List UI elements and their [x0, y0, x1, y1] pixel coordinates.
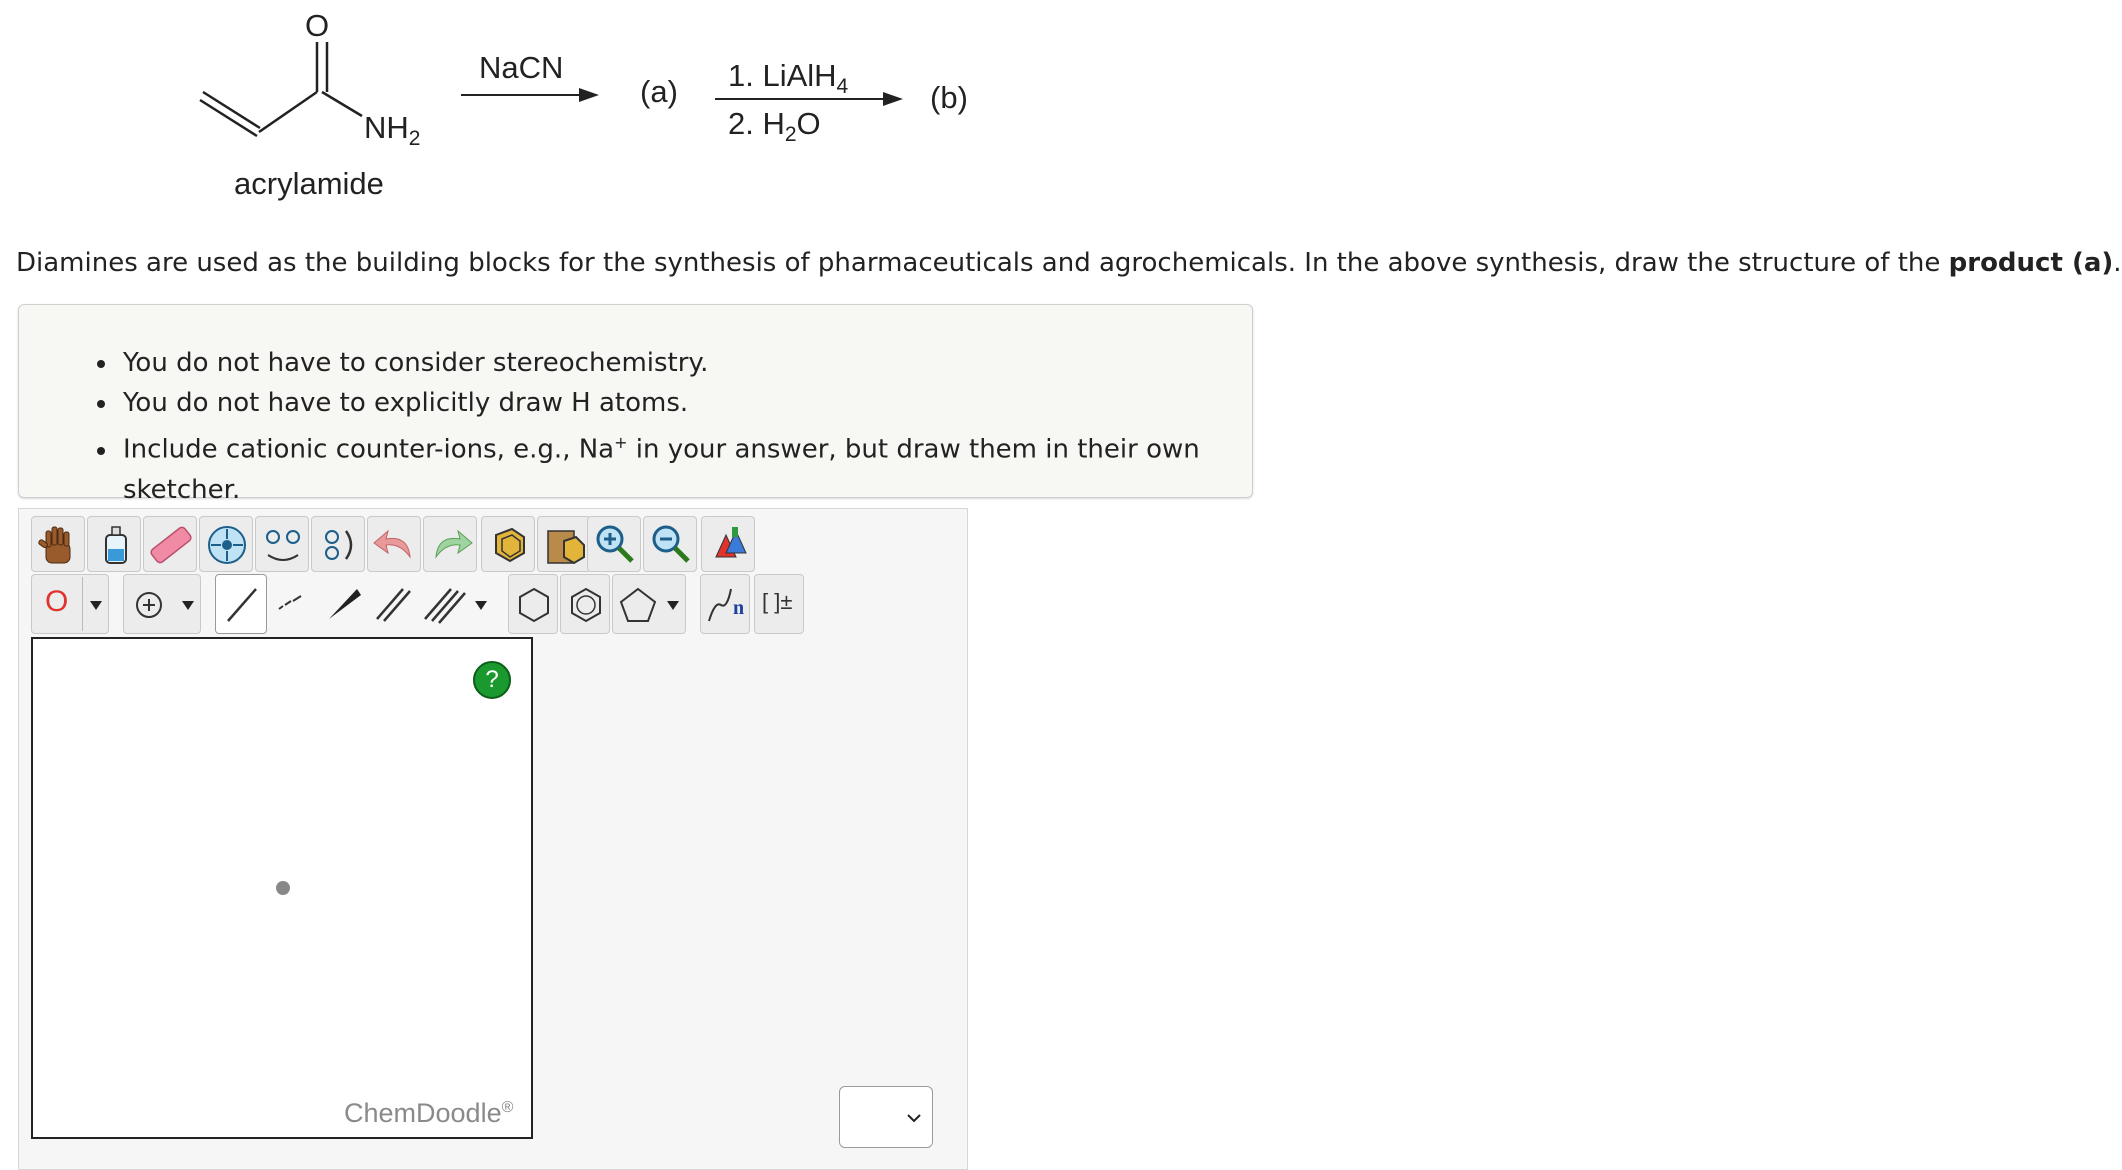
dashed-bond-button[interactable] [268, 574, 316, 634]
flip-button[interactable] [255, 516, 309, 572]
zoom-in-icon [588, 517, 642, 573]
brand-name: ChemDoodle [344, 1098, 502, 1128]
instruction-item: • You do not have to explicitly draw H atoms. [119, 383, 1252, 423]
single-bond-button[interactable] [215, 574, 267, 634]
question-end: . [2113, 248, 2122, 278]
triple-bond-button[interactable] [418, 574, 494, 634]
amide-bond [320, 90, 368, 120]
instructions-box [18, 304, 1253, 505]
copy-icon [482, 517, 536, 573]
divider [82, 577, 83, 631]
step1-subscript: 4 [836, 75, 849, 99]
reagent-step2 [728, 106, 821, 147]
plus-charge-icon [124, 575, 174, 635]
step2-text: 2. H [728, 106, 785, 141]
double-bond-icon [369, 575, 417, 635]
redo-icon [424, 517, 478, 573]
instruction-text: in your answer, but draw them in their own sketcher. [123, 434, 1200, 505]
cyclohexane-icon [509, 575, 559, 635]
paste-button[interactable] [537, 516, 591, 572]
question-bold: product (a) [1948, 248, 2114, 278]
brand-mark: ® [501, 1099, 514, 1116]
step2-subscript: 2 [784, 123, 797, 147]
bracket-button[interactable] [754, 574, 804, 634]
wedge-bond-button[interactable] [318, 574, 366, 634]
instruction-item: • You do not have to consider stereochemistry. [119, 343, 1252, 383]
clear-button[interactable] [87, 516, 141, 572]
reagent-nacn: NaCN [479, 50, 564, 85]
instructions-list [19, 343, 1252, 510]
chemdoodle-brand [344, 1098, 513, 1129]
benzene-icon [561, 575, 611, 635]
step2-suffix: O [796, 106, 821, 141]
sgroup-button[interactable] [700, 574, 750, 634]
single-bond-icon [216, 575, 268, 635]
carbonyl-oxygen-label: O [305, 8, 330, 43]
element-selector[interactable] [31, 574, 109, 634]
clean-button[interactable] [701, 516, 755, 572]
triple-bond-icon [419, 575, 469, 635]
product-a-label: (a) [640, 74, 678, 109]
amine-label [364, 110, 420, 151]
question-body: Diamines are used as the building blocks for the synthesis of pharmaceuticals and agrochemicals. In the above synthesis, draw the structure of the [16, 248, 1949, 278]
instruction-text: Include cationic counter-ions, e.g., Na [123, 434, 615, 465]
help-button[interactable]: ? [473, 661, 511, 699]
chevron-down-icon[interactable] [90, 601, 102, 610]
acrylamide-structure [195, 40, 325, 140]
copy-button[interactable] [481, 516, 535, 572]
canvas-atom-dot [276, 881, 290, 895]
amine-subscript: 2 [408, 127, 421, 151]
hand-icon [32, 517, 86, 573]
center-button[interactable] [199, 516, 253, 572]
center-icon [200, 517, 254, 573]
wedge-bond-icon [319, 575, 367, 635]
chevron-down-icon[interactable] [667, 601, 679, 610]
redo-button[interactable] [423, 516, 477, 572]
product-b-label: (b) [930, 80, 968, 115]
amine-group: NH [364, 110, 409, 145]
instruction-item [119, 423, 1252, 510]
answer-select[interactable] [839, 1086, 933, 1148]
zoom-out-icon [644, 517, 698, 573]
chevron-down-icon [840, 1087, 934, 1149]
cyclopentane-button[interactable] [612, 574, 686, 634]
rotate-button[interactable] [311, 516, 365, 572]
zoom-out-button[interactable] [643, 516, 697, 572]
chevron-down-icon[interactable] [475, 601, 487, 610]
sgroup-label: n [733, 597, 745, 619]
superscript: + [614, 433, 628, 452]
benzene-button[interactable] [560, 574, 610, 634]
clear-icon [88, 517, 142, 573]
flip-icon [256, 517, 310, 573]
bracket-label: [ ]± [762, 589, 793, 614]
hand-button[interactable] [31, 516, 85, 572]
dashed-bond-icon [269, 575, 317, 635]
undo-icon [368, 517, 422, 573]
undo-button[interactable] [367, 516, 421, 572]
step1-text: 1. LiAlH [728, 58, 837, 93]
charge-selector[interactable] [123, 574, 201, 634]
cyclopentane-icon [613, 575, 663, 635]
double-bond-button[interactable] [368, 574, 416, 634]
rotate-icon [312, 517, 366, 573]
element-selected: O [45, 585, 69, 618]
paste-icon [538, 517, 592, 573]
eraser-icon [144, 517, 198, 573]
eraser-button[interactable] [143, 516, 197, 572]
chevron-down-icon[interactable] [182, 601, 194, 610]
cyclohexane-button[interactable] [508, 574, 558, 634]
reaction-arrow-1 [461, 86, 601, 104]
zoom-in-button[interactable] [587, 516, 641, 572]
question-text [16, 248, 2122, 278]
clean-icon [702, 517, 756, 573]
reactant-name: acrylamide [234, 166, 384, 201]
